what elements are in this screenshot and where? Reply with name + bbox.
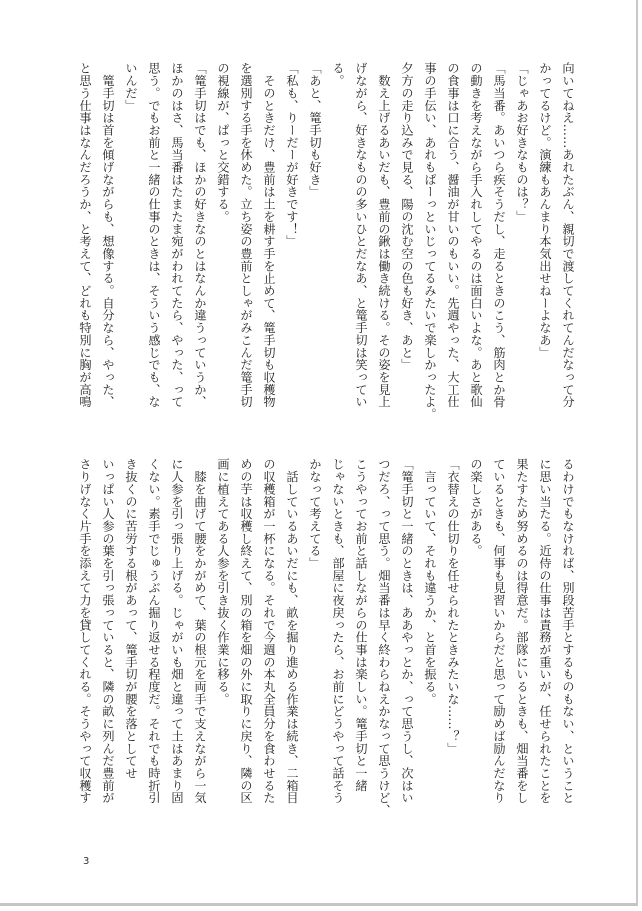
text-line: 思う。でもお前と一緒の仕事のときは、そういう感じでも、な (147, 62, 161, 408)
text-line: の収穫箱が一杯になる。それで今週の本丸全員分を食わせるた (262, 458, 276, 804)
text-line: 画に植えてある人参を引き抜く作業に移る。 (216, 458, 230, 705)
text-line: に人参を引っ張り上げる。じゃがいも畑と違って土はあまり固 (170, 458, 184, 804)
text-line: じゃないときも、部屋に夜戻ったら、お前にどうやって話そう (331, 458, 345, 804)
text-line: 「馬当番。あいつら疾そうだし、走るときのこう、筋肉とか骨 (492, 62, 506, 408)
text-line: に思い当たる。近侍の仕事は責務が重いが、任せられたことを (538, 458, 552, 804)
text-line: 数え上げるあいだも、豊前の鍬は働き続ける。その姿を見上 (377, 62, 391, 408)
text-line: 夕方の走り込みで見る、陽の沈む空の色も好き、あと」 (400, 62, 414, 371)
text-line: る。 (331, 62, 345, 87)
text-line: 膝を曲げて腰をかがめて、葉の根元を両手で支えながら一気 (193, 458, 207, 804)
text-line: き抜くのに苦労する根があって、篭手切が腰を落としてせ (124, 458, 138, 780)
text-line: そのときだけ、豊前は土を耕す手を止めて、篭手切も収穫物 (262, 62, 276, 408)
text-line: 事の手伝い、あれもぱーっといじってるみたいで楽しかったよ。 (423, 62, 437, 421)
text-line: こうやってお前と話しながらの仕事は楽しい。篭手切と一緒 (354, 458, 368, 792)
text-line: 「衣替えの仕切りを任せられたときみたいな……？」 (446, 458, 460, 755)
text-line: 「篭手切と一緒のときは、ああやっとか、って思うし、次はい (400, 458, 414, 804)
text-line: かなって考えてる」 (308, 458, 322, 570)
text-line: 果たすため努めるのは得意だ。部隊にいるときも、畑当番をし (515, 458, 529, 804)
text-line: くない。素手でじゅうぶん掘り返せる程度だ。それでも時折引 (147, 458, 161, 804)
text-line: さりげなく片手を添えて力を貸してくれる。そうやって収穫す (78, 458, 92, 804)
text-line: の食事は口に合う、醤油が甘いのもいい。先週やった、大工仕 (446, 62, 460, 408)
text-line: 向いてねえ……あれたぶん、親切で渡してくれてんだなって分 (561, 62, 575, 408)
text-line: ほかのはさ、馬当番はたまたま宛がわれてたら、やった、って (170, 62, 184, 408)
text-line: つだろ、って思う。畑当番は早く終わらねえかなって思うけど、 (377, 458, 391, 817)
text-line: の動きを考えながら手入れしてやるのは面白いよな。あと歌仙 (469, 62, 483, 408)
text-line: を選別する手を休めた。立ち姿の豊前としゃがみこんだ篭手切 (239, 62, 253, 408)
text-line: と思う仕事はなんだろうか、と考えて、どれも特別に胸が高鳴 (78, 62, 92, 408)
text-line: の楽しさがある。 (469, 458, 483, 557)
text-line: 話しているあいだにも、畝を掘り進める作業は続き、二箱目 (285, 458, 299, 804)
text-line: めの芋は収穫し終えて、別の箱を畑の外に取りに戻り、隣の区 (239, 458, 253, 804)
text-line: 「あと、篭手切も好き」 (308, 62, 322, 198)
text-line: 言っていて、それも違うか、と首を振る。 (423, 458, 437, 705)
text-line: いんだ」 (124, 62, 138, 112)
text-line: の視線が、ぱっと交錯する。 (216, 62, 230, 223)
text-line: 「私も、りーだーが好きです！」 (285, 62, 299, 248)
text-block-bottom (73, 458, 579, 838)
text-line: 「篭手切はでも、ほかの好きなのとはなんか違うっていうか、 (193, 62, 207, 408)
text-block-top (73, 62, 579, 442)
text-line: 「じゃあお好きなものは？」 (515, 62, 529, 223)
text-line: げながら、好きなものの多いひとだなあ、と篭手切は笑ってい (354, 62, 368, 408)
text-line: かってるけど。演練もあんまり本気出せねーよなあ」 (538, 62, 552, 359)
text-line: るわけでもなければ、別段苦手とするものもない、ということ (561, 458, 575, 804)
text-line: いっぱい人参の葉を引っ張っていると、隣の畝に列んだ豊前が (101, 458, 115, 804)
text-line: 篭手切は首を傾げながらも、想像する。自分なら、やった、 (101, 62, 115, 408)
text-line: ているときも、何事も見習いからだと思って励めば励んだなり (492, 458, 506, 804)
page-number: 3 (83, 856, 90, 867)
